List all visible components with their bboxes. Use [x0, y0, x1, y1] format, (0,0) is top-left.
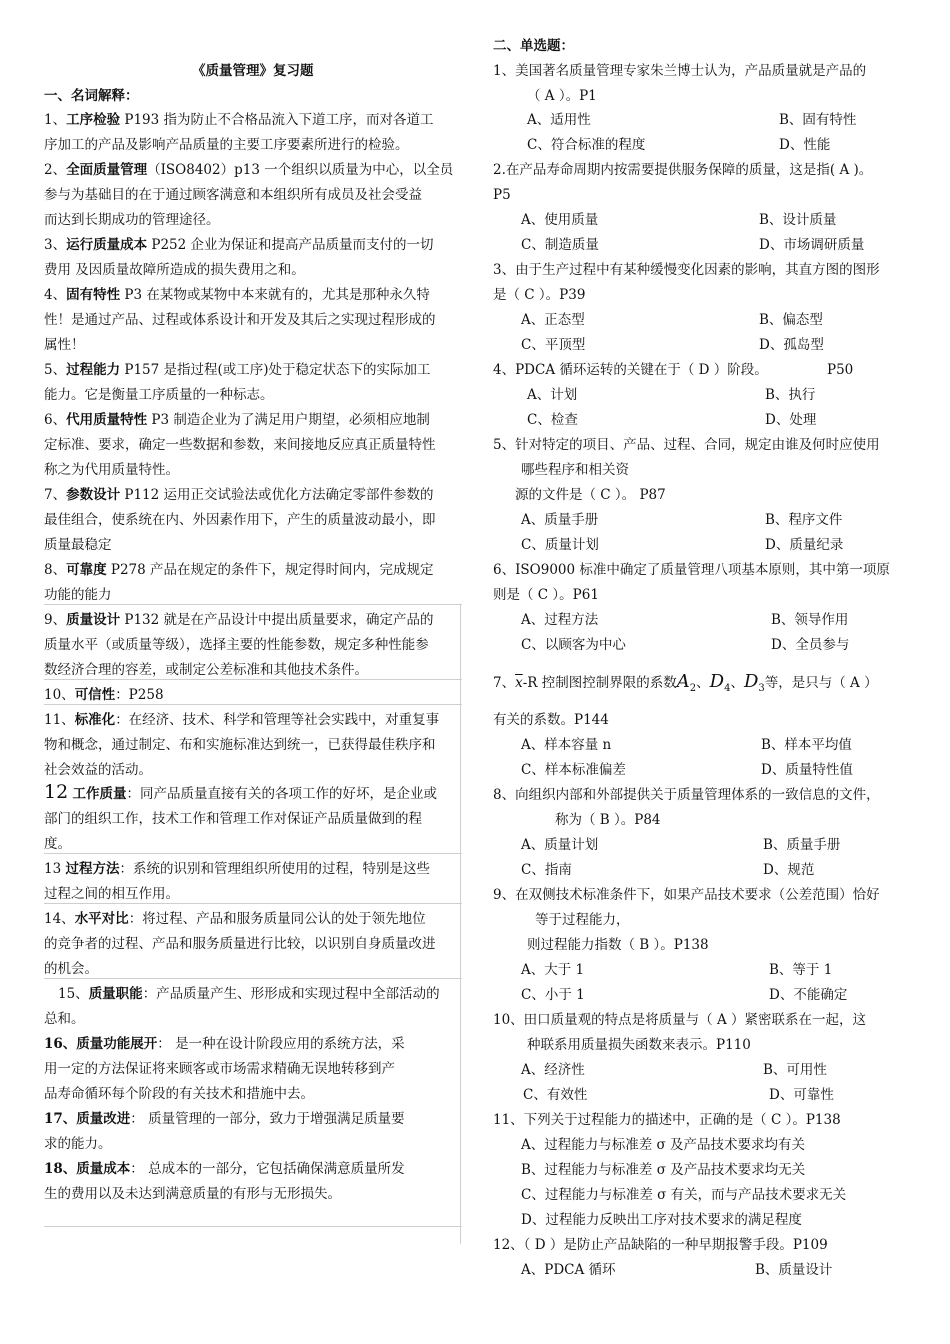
term-item-14: 14、水平对比：将过程、产品和服务质量同公认的处于领先地位: [44, 911, 426, 927]
option-d: D、规范: [763, 862, 815, 878]
term-label: 可靠度: [66, 562, 107, 578]
option-c: C、以顾客为中心: [521, 637, 626, 653]
option-b: B、设计质量: [759, 212, 837, 228]
option-c: C、符合标准的程度: [527, 137, 646, 153]
option-d: D、质量纪录: [765, 537, 844, 553]
option-d: D、处理: [765, 412, 817, 428]
term-line: 生的费用以及未达到满意质量的有形与无形损失。: [44, 1186, 341, 1202]
term-item-15: 15、质量职能：产品质量产生、形形成和实现过程中全部活动的: [58, 986, 440, 1002]
option-a: A、过程能力与标准差 σ 及产品技术要求均有关: [521, 1137, 806, 1153]
option-b: B、固有特性: [779, 112, 857, 128]
section1-heading: 一、名词解释：: [44, 88, 139, 104]
term-label: 可信性: [74, 687, 116, 703]
term-line: 而达到长期成功的管理途径。: [44, 212, 220, 228]
option-a: A、计划: [527, 387, 578, 403]
option-c: C、有效性: [523, 1087, 588, 1103]
term-line: 性！是通过产品、过程或体系设计和开发及其后之实现过程形成的: [44, 312, 436, 328]
option-a: A、质量手册: [521, 512, 599, 528]
question-2: 2.在产品寿命周期内按需要提供服务保障的质量，这是指( A )。: [493, 162, 873, 178]
term-item-3: 3、运行质量成本 P252 企业为保证和提高产品质量而支付的一切: [44, 237, 434, 253]
option-a: A、样本容量 n: [521, 737, 612, 753]
question-line: 有关的系数。P144: [493, 712, 609, 728]
term-item-7: 7、参数设计 P112 运用正交试验法或优化方法确定零部件参数的: [44, 487, 434, 503]
option-d: D、质量特性值: [761, 762, 853, 778]
term-label: 工作质量: [72, 786, 127, 802]
divider: [44, 604, 462, 605]
option-d: D、市场调研质量: [759, 237, 865, 253]
term-item-8: 8、可靠度 P278 产品在规定的条件下，规定得时间内，完成规定: [44, 562, 434, 578]
term-line: 能力。它是衡量工序质量的一种标志。: [44, 387, 274, 403]
divider: [44, 853, 462, 854]
term-label: 运行质量成本: [66, 237, 148, 253]
question-1: 1、美国著名质量管理专家朱兰博士认为，产品质量就是产品的: [493, 63, 867, 79]
term-line: 品寿命循环每个阶段的有关技术和措施中去。: [44, 1086, 314, 1102]
option-a: A、过程方法: [521, 612, 599, 628]
option-b: B、样本平均值: [761, 737, 852, 753]
question-page-ref: P50: [827, 362, 854, 378]
option-c: C、制造质量: [521, 237, 599, 253]
term-item-18: 18、质量成本： 总成本的一部分，它包括确保满意质量所发: [44, 1161, 405, 1177]
question-line: 哪些程序和相关资: [521, 462, 629, 478]
term-line: 的机会。: [44, 961, 98, 977]
option-c: C、平顶型: [521, 337, 586, 353]
option-d: D、性能: [779, 137, 831, 153]
term-item-6: 6、代用质量特性 P3 制造企业为了满足用户期望，必须相应地制: [44, 412, 430, 428]
option-b: B、偏态型: [759, 312, 823, 328]
term-line: 属性！: [44, 337, 85, 353]
term-line: 用一定的方法保证将来顾客或市场需求精确无误地转移到产: [44, 1061, 395, 1077]
option-d: D、可靠性: [769, 1087, 834, 1103]
x-bar-symbol: $\overline{x}$: [515, 675, 523, 691]
term-line: 最佳组合，使系统在内、外因素作用下，产生的质量波动最小，即: [44, 512, 436, 528]
term-label: 水平对比: [74, 911, 129, 927]
option-a: A、经济性: [521, 1062, 585, 1078]
option-c: C、检查: [527, 412, 578, 428]
option-c: C、小于 1: [521, 987, 585, 1003]
question-12: 12、（ D ）是防止产品缺陷的一种早期报警手段。P109: [493, 1237, 828, 1253]
section2-heading: 二、单选题：: [493, 38, 574, 54]
question-8: 8、向组织内部和外部提供关于质量管理体系的一致信息的文件，: [493, 787, 880, 803]
term-label: 全面质量管理: [66, 162, 148, 178]
term-label: 固有特性: [66, 287, 121, 303]
divider: [44, 903, 462, 904]
term-label: 代用质量特性: [66, 412, 148, 428]
term-line: 称之为代用质量特性。: [44, 462, 179, 478]
term-label: 工序检验: [66, 112, 121, 128]
question-6: 6、ISO9000 标准中确定了质量管理八项基本原则，其中第一项原: [493, 562, 890, 578]
option-c: C、过程能力与标准差 σ 有关，而与产品技术要求无关: [521, 1187, 847, 1203]
column-border: [460, 604, 461, 1244]
document-title: 《质量管理》复习题: [192, 63, 314, 79]
term-item-17: 17、质量改进： 质量管理的一部分，致力于增强满足质量要: [44, 1111, 405, 1127]
term-line: 参与为基础目的在于通过顾客满意和本组织所有成员及社会受益: [44, 187, 422, 203]
option-a: A、使用质量: [521, 212, 599, 228]
term-label: 质量设计: [66, 612, 121, 628]
option-a: A、适用性: [527, 112, 591, 128]
option-b: B、可用性: [763, 1062, 827, 1078]
option-b: B、领导作用: [771, 612, 849, 628]
option-b: B、质量设计: [755, 1262, 833, 1278]
term-line: 过程之间的相互作用。: [44, 886, 179, 902]
question-11: 11、下列关于过程能力的描述中，正确的是（ C ）。P138: [493, 1112, 841, 1128]
term-line: 求的能力。: [44, 1136, 112, 1152]
divider: [44, 704, 462, 705]
question-line: 则过程能力指数（ B ）。P138: [527, 937, 709, 953]
term-label: 标准化: [74, 712, 116, 728]
question-9: 9、在双侧技术标准条件下，如果产品技术要求（公差范围）恰好: [493, 887, 880, 903]
term-line: 的竞争者的过程、产品和服务质量进行比较，以识别自身质量改进: [44, 936, 436, 952]
term-line: 数经济合理的容差，或制定公差标准和其他技术条件。: [44, 662, 368, 678]
term-line: 功能的能力: [44, 587, 112, 603]
option-b: B、过程能力与标准差 σ 及产品技术要求均无关: [521, 1162, 806, 1178]
option-d: D、全员参与: [771, 637, 850, 653]
question-5: 5、针对特定的项目、产品、过程、合同，规定由谁及何时应使用: [493, 437, 880, 453]
option-a: A、质量计划: [521, 837, 599, 853]
question-line: 等于过程能力，: [535, 912, 630, 928]
question-7: 7、$\overline{x}-R$ 控制图控制界限的系数$A_2$、$D_4$、$D_3$等，是只与（ A ）: [493, 671, 878, 694]
question-4: 4、PDCA 循环运转的关键在于（ D ）阶段。: [493, 362, 768, 378]
term-label: 质量成本: [76, 1161, 131, 1177]
term-item-1: 1、工序检验 P193 指为防止不合格品流入下道工序，而对各道工: [44, 112, 434, 128]
divider: [44, 978, 462, 979]
term-item-10: 10、可信性：P258: [44, 687, 164, 703]
term-label: 参数设计: [66, 487, 121, 503]
question-line: 源的文件是（ C ）。 P87: [515, 487, 666, 503]
term-line: 费用 及因质量故障所造成的损失费用之和。: [44, 262, 305, 278]
term-label: 过程能力: [66, 362, 121, 378]
option-c: C、样本标准偏差: [521, 762, 626, 778]
option-d: D、孤岛型: [759, 337, 824, 353]
option-a: A、PDCA 循环: [521, 1262, 616, 1278]
term-line: 定标准、要求，确定一些数据和参数，来间接地反应真正质量特性: [44, 437, 436, 453]
divider: [44, 1226, 462, 1227]
question-10: 10、田口质量观的特点是将质量与（ A ）紧密联系在一起，这: [493, 1012, 867, 1028]
option-c: C、质量计划: [521, 537, 599, 553]
term-line: 质量最稳定: [44, 537, 112, 553]
term-line: 物和概念，通过制定、布和实施标准达到统一，已获得最佳秩序和: [44, 737, 436, 753]
option-b: B、程序文件: [765, 512, 843, 528]
term-item-9: 9、质量设计 P132 就是在产品设计中提出质量要求，确定产品的: [44, 612, 434, 628]
term-label: 过程方法: [65, 861, 120, 877]
term-item-2: 2、全面质量管理（ISO8402）p13 一个组织以质量为中心，以全员: [44, 162, 454, 178]
term-label: 质量改进: [76, 1111, 131, 1127]
term-item-13: 13 过程方法：系统的识别和管理组织所使用的过程，特别是这些: [44, 861, 430, 877]
term-line: 总和。: [44, 1011, 85, 1027]
question-line: 称为（ B ）。P84: [555, 812, 661, 828]
option-b: B、执行: [765, 387, 816, 403]
term-line: 度。: [44, 836, 71, 852]
option-d: D、过程能力反映出工序对技术要求的满足程度: [521, 1212, 802, 1228]
option-a: A、正态型: [521, 312, 585, 328]
option-b: B、质量手册: [763, 837, 841, 853]
term-line: 序加工的产品及影响产品质量的主要工序要素所进行的检验。: [44, 137, 409, 153]
term-item-16: 16、质量功能展开： 是一种在设计阶段应用的系统方法，采: [44, 1036, 405, 1052]
term-line: 社会效益的活动。: [44, 762, 152, 778]
option-c: C、指南: [521, 862, 572, 878]
term-label: 质量职能: [88, 986, 143, 1002]
term-line: 部门的组织工作，技术工作和管理工作对保证产品质量做到的程: [44, 811, 422, 827]
question-line: 种联系用质量损失函数来表示。P110: [527, 1037, 751, 1053]
term-label: 质量功能展开: [76, 1036, 158, 1052]
term-item-5: 5、过程能力 P157 是指过程(或工序)处于稳定状态下的实际加工: [44, 362, 431, 378]
term-item-4: 4、固有特性 P3 在某物或某物中本来就有的，尤其是那种永久特: [44, 287, 430, 303]
question-line: P5: [493, 187, 511, 203]
option-a: A、大于 1: [521, 962, 585, 978]
term-line: 质量水平（或质量等级），选择主要的性能参数，规定多种性能参: [44, 637, 429, 653]
term-item-11: 11、标准化：在经济、技术、科学和管理等社会实践中，对重复事: [44, 712, 440, 728]
term-item-12: 12 工作质量：同产品质量直接有关的各项工作的好坏，是企业或: [44, 781, 437, 803]
question-line: 是（ C ）。P39: [493, 287, 586, 303]
question-line: 则是（ C ）。P61: [493, 587, 599, 603]
divider: [44, 679, 462, 680]
option-d: D、不能确定: [769, 987, 848, 1003]
question-3: 3、由于生产过程中有某种缓慢变化因素的影响，其直方图的图形: [493, 262, 880, 278]
option-b: B、等于 1: [769, 962, 833, 978]
question-line: （ A ）。P1: [527, 88, 597, 104]
